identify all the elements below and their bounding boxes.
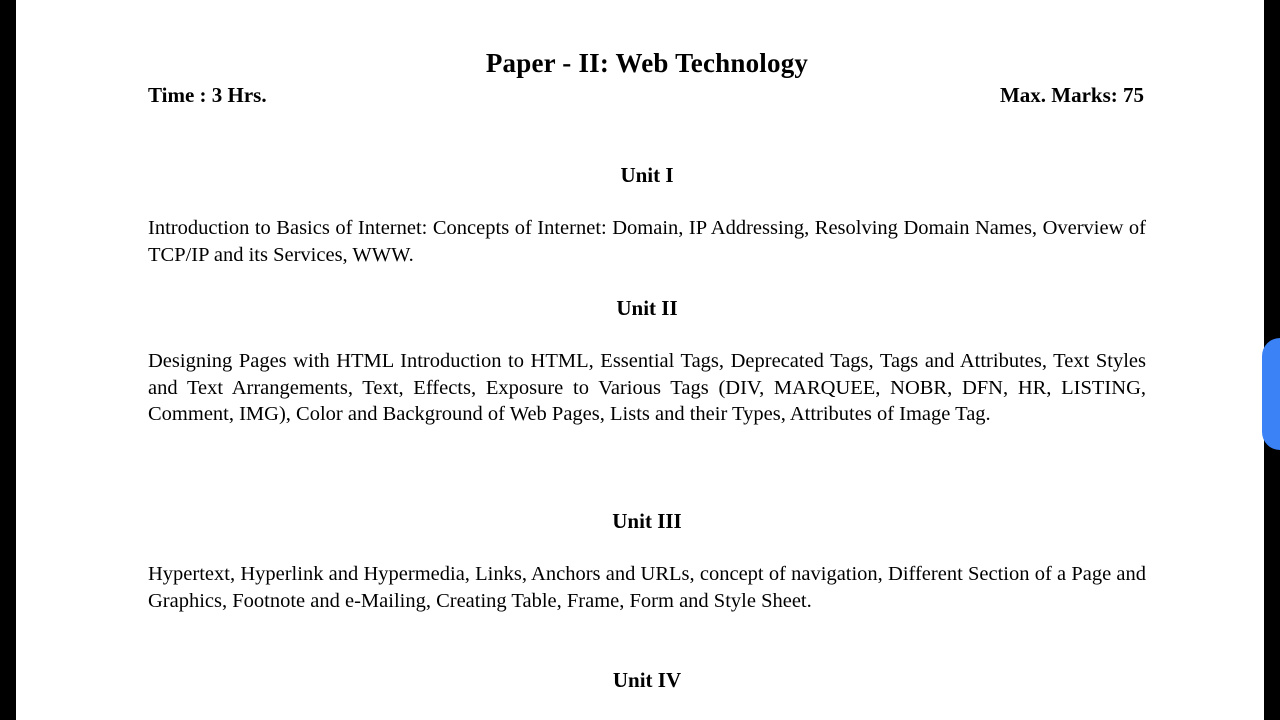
unit-1-heading: Unit I	[620, 163, 674, 187]
document-page	[16, 0, 1264, 720]
unit-1-body: Introduction to Basics of Internet: Concepts of Internet: Domain, IP Addressing, Resolving Domain Names, Overview of TCP/IP and its Services, WWW.	[148, 217, 1146, 266]
exam-time: Time : 3 Hrs.	[148, 83, 267, 107]
max-marks: Max. Marks: 75	[999, 83, 1144, 107]
unit-4-heading: Unit IV	[612, 668, 682, 692]
scroll-indicator[interactable]	[1262, 338, 1280, 450]
unit-3-body: Hypertext, Hyperlink and Hypermedia, Links, Anchors and URLs, concept of navigation, Different Section of a Page and Graphics, Footnote and e-Mailing, Creating Table, Frame, Form and Style Sheet.	[148, 563, 1146, 612]
unit-2-heading: Unit II	[616, 296, 678, 320]
unit-3-heading: Unit III	[612, 509, 682, 533]
document-title: Paper - II: Web Technology	[485, 48, 809, 78]
unit-2-body: Designing Pages with HTML Introduction to HTML, Essential Tags, Deprecated Tags, Tags and Attributes, Text Styles and Text Arrangements, Text, Effects, Exposure to Various Tags (DIV, MARQUEE, NOBR, DFN, HR, LISTING, Comment, IMG), Color and Background of Web Pages, Lists and their Types, Attributes of Image Tag.	[148, 350, 1146, 426]
